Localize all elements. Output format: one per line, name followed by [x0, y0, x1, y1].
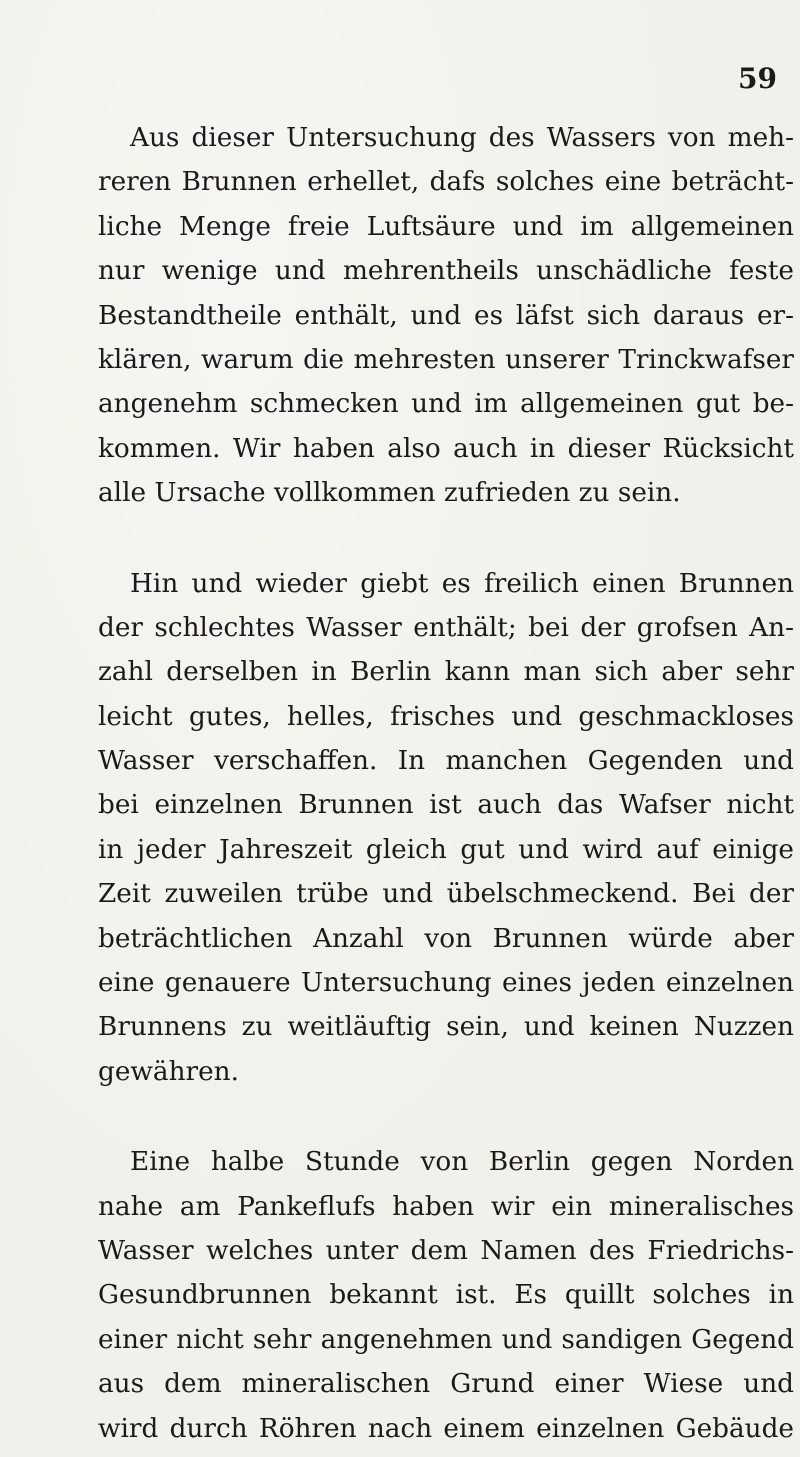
text-line: liche Menge freie Luftsäure und im allgemeinen [98, 211, 794, 242]
text-line: zahl derselben in Berlin kann man sich aber sehr [98, 657, 794, 688]
text-line: Gesundbrunnen bekannt ist. Es quillt solches in [98, 1280, 794, 1311]
text-line: alle Ursache vollkommen zufrieden zu sein. [98, 478, 681, 509]
text-line: klären, warum die mehresten unserer Trinckwafser [98, 344, 794, 375]
text-line: angenehm schmecken und im allgemeinen gut be- [98, 389, 794, 420]
body-text [98, 116, 794, 1451]
text-line: nahe am Pankeflufs haben wir ein mineralisches [98, 1191, 794, 1222]
text-line: Eine halbe Stunde von Berlin gegen Norden [130, 1147, 794, 1178]
page-number: 59 [738, 62, 777, 95]
text-line: einer nicht sehr angenehmen und sandigen Gegend [98, 1324, 794, 1355]
paragraph-1 [98, 116, 794, 516]
paragraph-2 [98, 562, 794, 1095]
text-line: nur wenige und mehrentheils unschädliche feste [98, 256, 794, 287]
text-line: beträchtlichen Anzahl von Brunnen würde aber [98, 923, 794, 954]
text-line: bei einzelnen Brunnen ist auch das Wafser nicht [98, 790, 794, 821]
text-line: reren Brunnen erhellet, dafs solches eine beträcht- [98, 167, 794, 198]
paragraph-3 [98, 1140, 794, 1451]
text-line: Wasser verschaffen. In manchen Gegenden und [98, 746, 794, 777]
text-line: Zeit zuweilen trübe und übelschmeckend. Bei der [98, 879, 794, 910]
text-line: aus dem mineralischen Grund einer Wiese und [98, 1369, 794, 1400]
text-line: leicht gutes, helles, frisches und geschmackloses [98, 701, 794, 732]
text-line: Wasser welches unter dem Namen des Friedrichs- [98, 1235, 794, 1266]
text-line: Hin und wieder giebt es freilich einen Brunnen [130, 568, 794, 599]
text-line: in jeder Jahreszeit gleich gut und wird auf einige [98, 834, 794, 865]
text-line: Bestandtheile enthält, und es läfst sich daraus er- [98, 300, 794, 331]
paragraph-gap [98, 1094, 794, 1140]
paragraph-gap [98, 516, 794, 562]
text-line: eine genauere Untersuchung eines jeden einzelnen [98, 968, 794, 999]
text-line: kommen. Wir haben also auch in dieser Rücksicht [98, 433, 794, 464]
text-line: Brunnens zu weitläuftig sein, und keinen Nuzzen [98, 1012, 794, 1043]
text-line: Aus dieser Untersuchung des Wassers von meh- [130, 123, 794, 153]
text-line: wird durch Röhren nach einem einzelnen Gebäude [98, 1413, 794, 1444]
text-line: der schlechtes Wasser enthält; bei der grofsen An- [98, 612, 794, 643]
text-line: gewähren. [98, 1056, 239, 1087]
